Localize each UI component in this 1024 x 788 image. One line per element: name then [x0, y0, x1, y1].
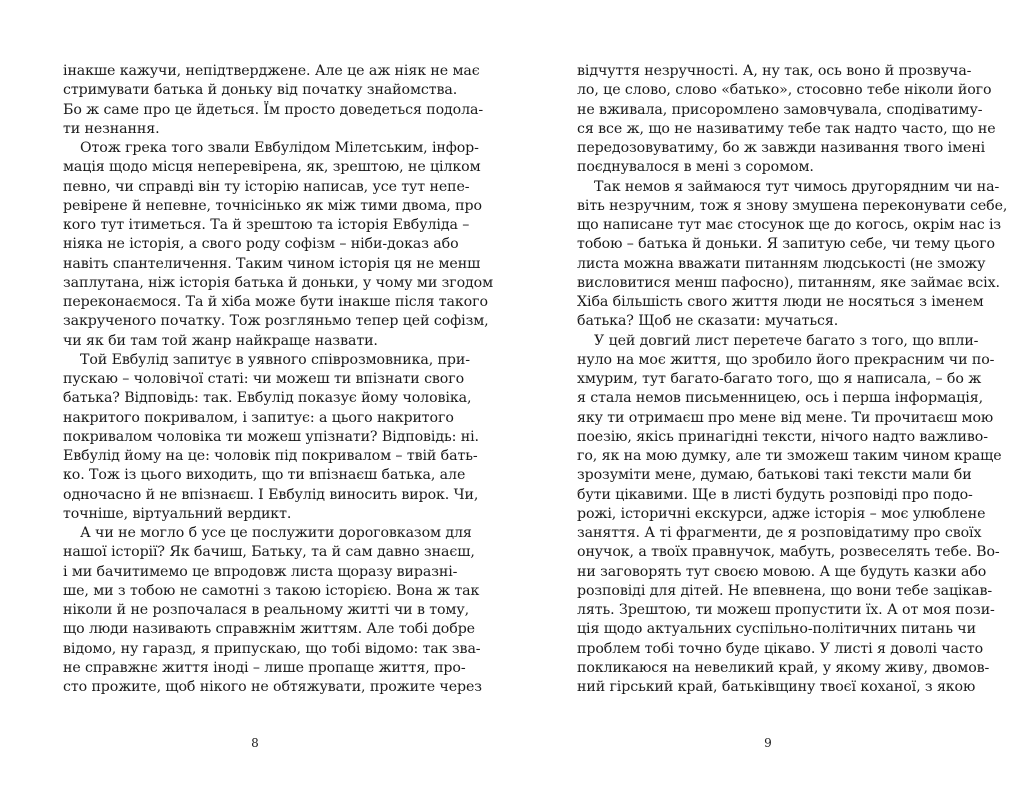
text-line: Хіба більшість свого життя люди не носяться з іменем	[577, 294, 984, 310]
text-line: розповіді для дітей. Не впевнена, що вони тебе зацікав-	[577, 582, 993, 599]
text-line: листа можна вважати питанням людськості (не зможу	[577, 255, 986, 272]
text-line: відчуття незручності. А, ну так, ось воно й прозвуча-	[577, 63, 972, 79]
text-line: го, як на мою думку, але ти зможеш таким чином краще	[577, 448, 1002, 464]
text-line: тобою – батька й доньки. Я запитую себе, чи тему цього	[577, 236, 995, 253]
text-line: що люди називають справжнім життям. Але тобі добре	[63, 621, 475, 638]
text-line: заняття. А ті фрагменти, де я розповідатиму про своїх	[577, 525, 982, 541]
text-line: сто прожите, щоб нікого не обтяжувати, прожите через	[63, 679, 482, 695]
text-line: лять. Зрештою, ти можеш пропустити їх. А от моя пози-	[577, 602, 995, 618]
text-line: нуло на моє життя, що зробило його прекрасним чи по-	[577, 351, 995, 368]
text-line: чи як би там той жанр найкраще назвати.	[63, 332, 378, 349]
text-line: переконаємося. Та й хіба може бути інакше після такого	[63, 294, 488, 310]
text-line: поєднувалося в мені з соромом.	[577, 159, 814, 176]
text-line: рожі, історичні екскурси, адже історія – моє улюблене	[577, 505, 986, 522]
text-line: відомо, ну гаразд, я припускаю, що тобі відомо: так зва-	[63, 640, 481, 657]
text-line: що написане тут має стосунок ще до когось, окрім нас із	[577, 217, 1002, 233]
text-line: хмурим, тут багато-багато того, що я написала, – бо ж	[577, 371, 982, 387]
text-line: мація щодо місця неперевірена, як, зрештою, не цілком	[63, 159, 481, 176]
text-line: проблем тобі точно буде цікаво. У листі я доволі часто	[577, 640, 984, 657]
text-line: точніше, віртуальний вердикт.	[63, 505, 292, 522]
text-line: нашої історії? Як бачиш, Батьку, та й сам давно знаєш,	[63, 544, 475, 561]
text-line: віть незручним, тож я знову змушена переконувати себе,	[577, 197, 1008, 214]
text-line: не вживала, присоромлено замовчувала, сподіватиму-	[577, 101, 983, 118]
text-line: кого тут ітиметься. Та й зрештою та історія Евбуліда –	[63, 217, 470, 233]
text-line: ло, це слово, слово «батько», стосовно тебе ніколи його	[577, 82, 992, 99]
text-line: бути цікавими. Ще в листі будуть розповіді про подо-	[577, 486, 973, 503]
left-page-text	[63, 62, 494, 697]
text-line: онучок, а твоїх правнучок, мабуть, розвеселять тебе. Во-	[577, 544, 1000, 561]
text-line: ни заговорять тут своєю мовою. А ще будуть казки або	[577, 563, 987, 580]
text-line: передозовуватиму, бо ж завжди називання твого імені	[577, 140, 986, 156]
text-line: навіть спантеличення. Таким чином історія ця не менш	[63, 255, 481, 272]
text-line: ся все ж, що не називатиму тебе так надто часто, що не	[577, 120, 996, 137]
text-line: Той Евбулід запитує в уявного співрозмовника, при-	[80, 351, 470, 368]
text-line: ніколи й не розпочалася в реальному житті чи в тому,	[63, 602, 470, 618]
text-line: одночасно й не впізнаєш. І Евбулід виносить вирок. Чи,	[63, 486, 479, 503]
text-line: яку ти отримаєш про мене від мене. Ти прочитаєш мою	[577, 409, 994, 426]
text-line: поезію, якісь принагідні тексти, нічого надто важливо-	[577, 428, 988, 445]
text-line: і ми бачитимемо це впродовж листа щоразу виразні-	[63, 563, 458, 580]
text-line: накритого покривалом, і запитує: а цього накритого	[63, 409, 454, 426]
text-line: батька? Щоб не сказати: мучаться.	[577, 313, 839, 330]
text-line: висловитися менш пафосно), питанням, яке займає всіх.	[577, 274, 1000, 291]
text-line: інакше кажучи, непідтверджене. Але це аж ніяк не має	[63, 63, 480, 79]
text-line: А чи не могло б усе це послужити дороговказом для	[80, 525, 472, 541]
text-line: Бо ж саме про це йдеться. Їм просто доведеться подола-	[63, 101, 484, 118]
text-line: певно, чи справді він ту історію написав, усе тут непе-	[63, 178, 470, 195]
text-line: заплутана, ніж історія батька й доньки, у чому ми згодом	[63, 274, 494, 291]
text-line: Отож грека того звали Евбулідом Мілетським, інфор-	[80, 140, 479, 156]
text-line: покликаюся на невеликий край, у якому живу, двомов-	[577, 659, 990, 676]
text-line: ше, ми з тобою не самотні з такою історією. Вона ж так	[63, 582, 480, 599]
text-line: покривалом чоловіка ти можеш упізнати? Відповідь: ні.	[63, 428, 479, 445]
text-line: пускаю – чоловічої статі: чи можеш ти впізнати свого	[63, 371, 465, 387]
text-line: ти незнання.	[63, 120, 160, 137]
text-line: Так немов я займаюся тут чимось другорядним чи на-	[594, 178, 1000, 195]
text-line: ція щодо актуальних суспільно-політичних питань чи	[577, 621, 976, 638]
text-line: ніяка не історія, а свого роду софізм – ніби-доказ або	[63, 236, 459, 253]
text-line: ревірене й непевне, точнісінько як між тими двома, про	[63, 197, 482, 214]
text-line: закрученого початку. Тож розгляньмо тепер цей софізм,	[63, 313, 489, 330]
text-line: стримувати батька й доньку від початку знайомства.	[63, 82, 458, 99]
text-line: не справжнє життя іноді – лише пропаще життя, про-	[63, 659, 466, 676]
page-number-left: 8	[251, 736, 259, 750]
page-number-right: 9	[764, 736, 772, 750]
text-line: Евбулід йому на це: чоловік під покривалом – твій бать-	[63, 448, 478, 464]
text-line: ний гірський край, батьківщину твоєї коханої, з якою	[577, 679, 976, 695]
text-line: батька? Відповідь: так. Евбулід показує йому чоловіка,	[63, 390, 472, 407]
text-line: я стала немов письменницею, ось і перша інформація,	[577, 390, 983, 407]
text-line: У цей довгий лист перетече багато з того, що впли-	[594, 332, 979, 349]
text-line: зрозуміти мене, думаю, батькові такі тексти мали би	[577, 467, 972, 484]
text-line: ко. Тож із цього виходить, що ти впізнаєш батька, але	[63, 467, 466, 484]
right-page-text	[577, 62, 1008, 697]
